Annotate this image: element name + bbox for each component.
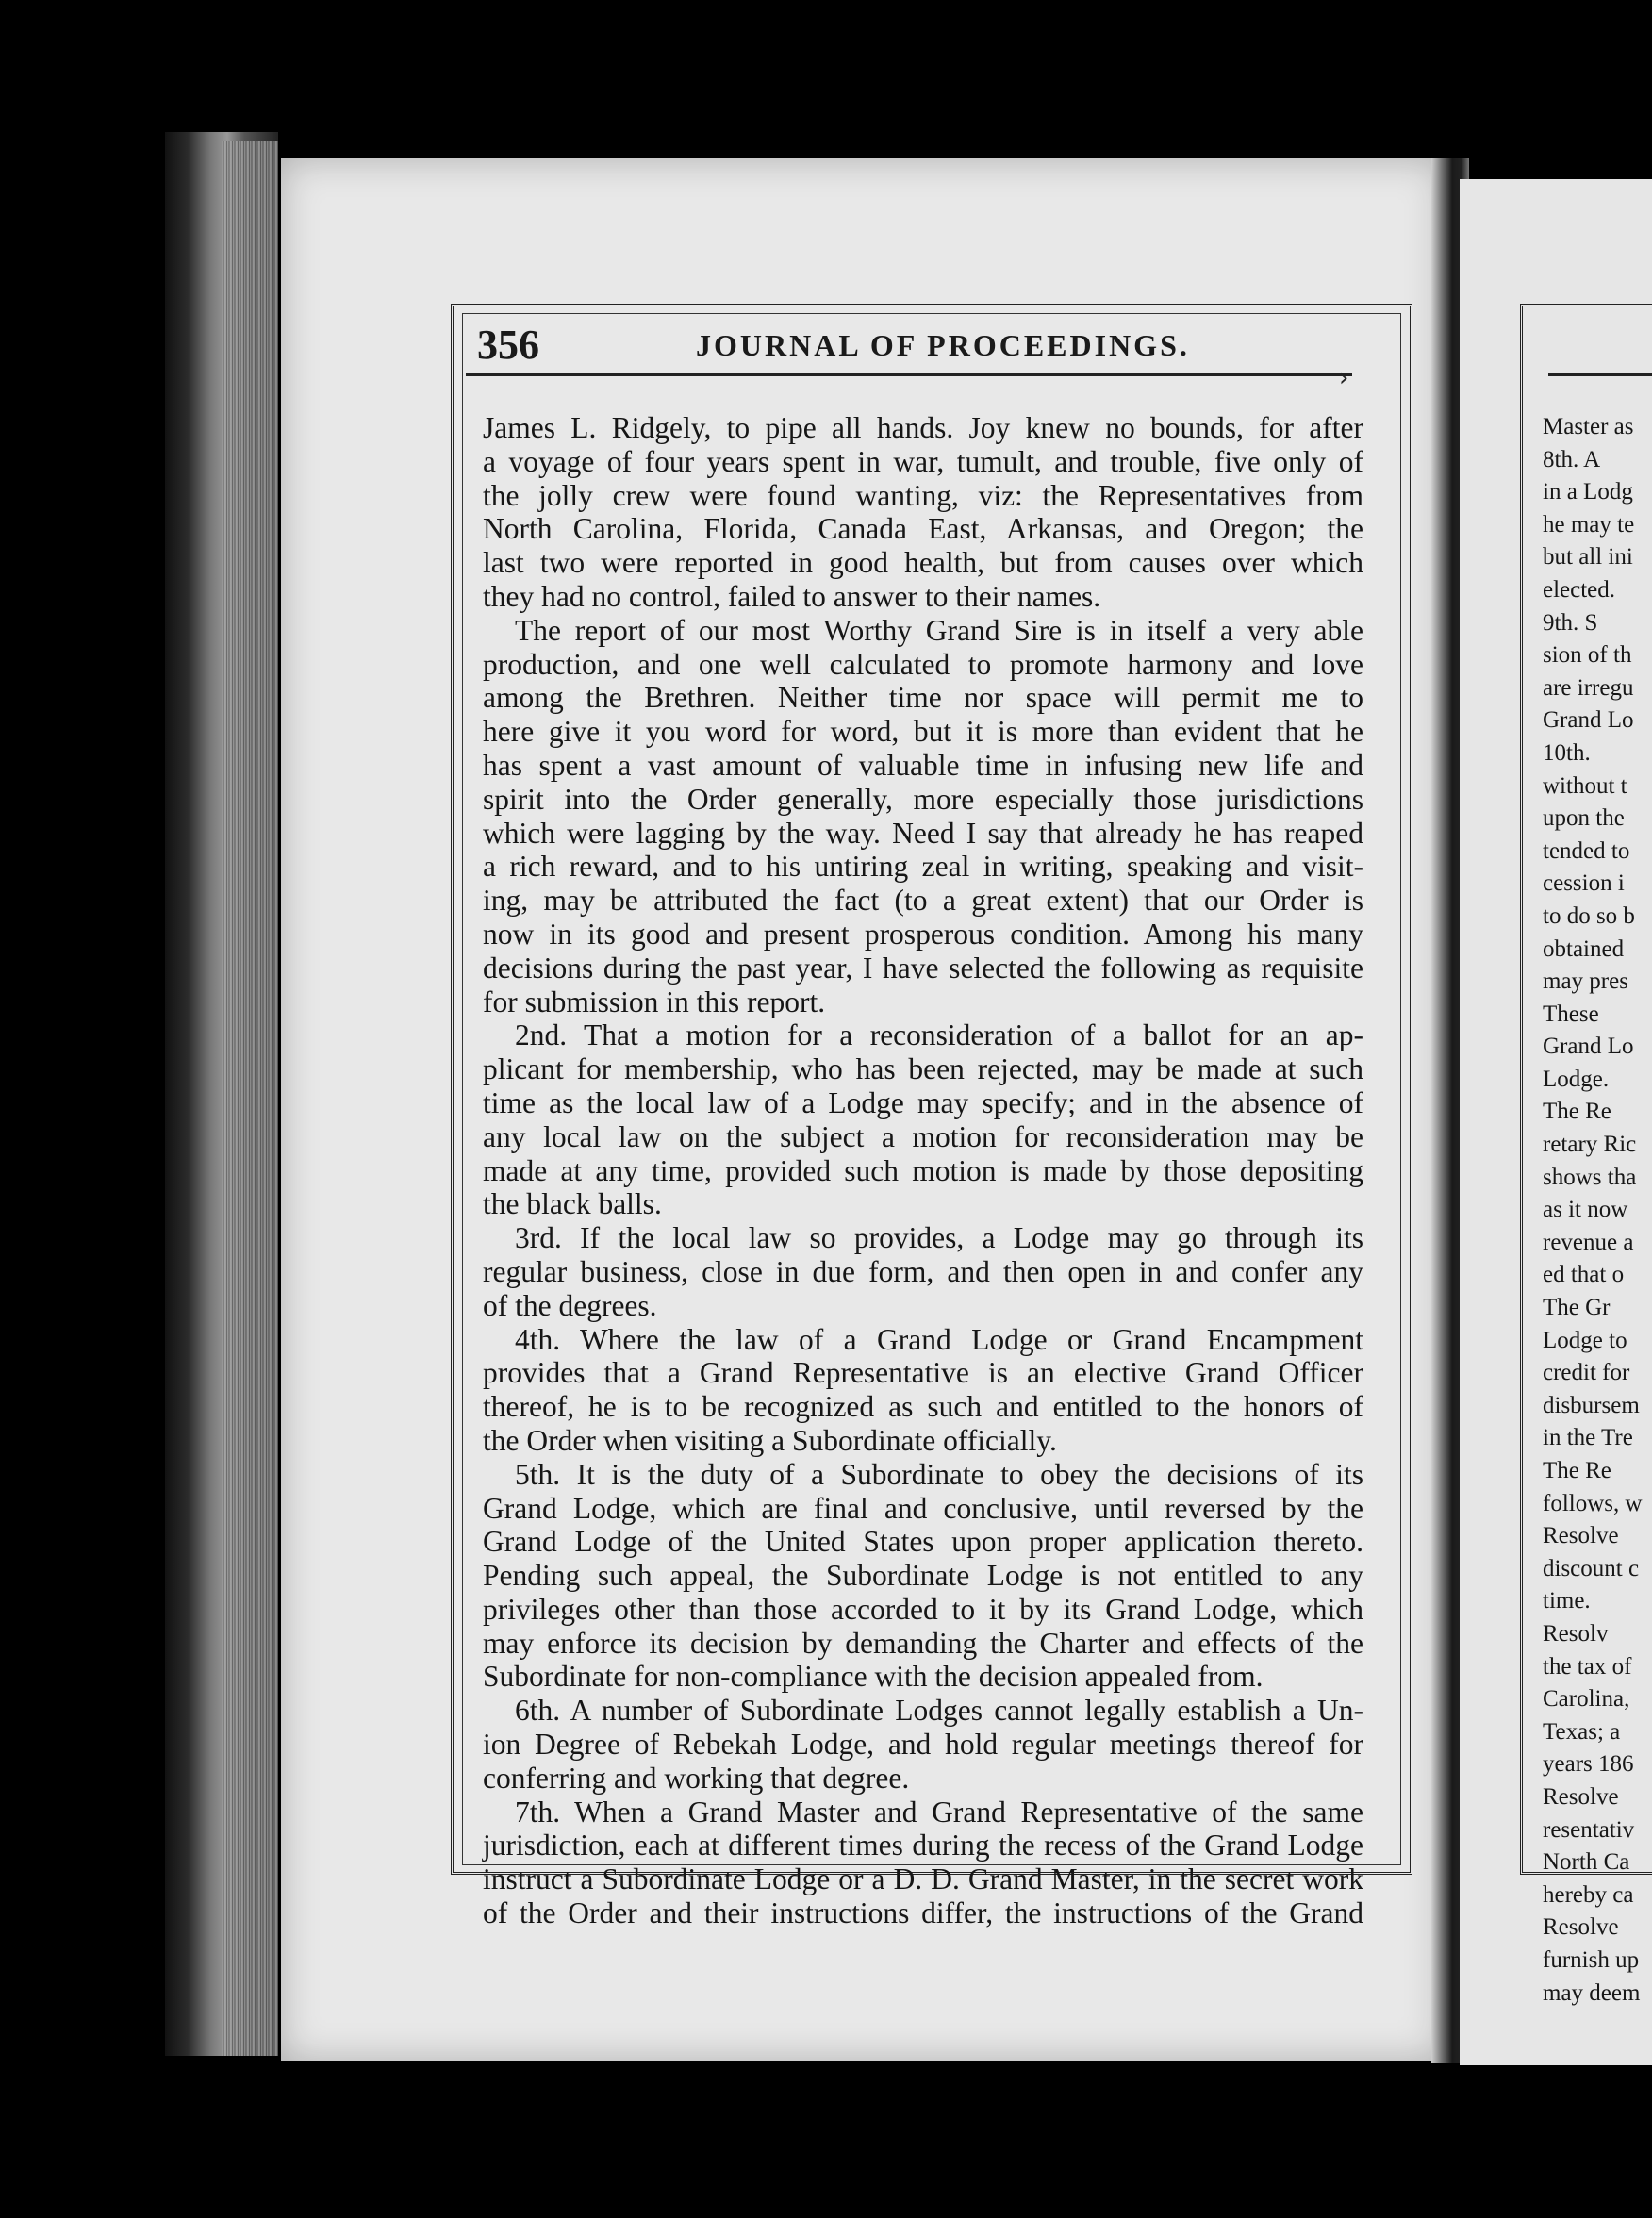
page-number: 356	[477, 322, 539, 368]
text-line: of the Order and their instructions differ, the instructions of the Grand	[483, 1896, 1363, 1930]
right-page-header-rule	[1548, 373, 1652, 376]
text-line: Pending such appeal, the Subordinate Lodge is not entitled to any	[483, 1559, 1363, 1593]
text-line: time as the local law of a Lodge may specify; and in the absence of	[483, 1085, 1363, 1119]
text-line: North Carolina, Florida, Canada East, Arkansas, and Oregon; the	[483, 512, 1363, 546]
text-line: 4th. Where the law of a Grand Lodge or Grand Encampment	[515, 1322, 1363, 1356]
right-page-text-line: resentativ	[1543, 1816, 1635, 1843]
text-line: 7th. When a Grand Master and Grand Representative of the same	[515, 1795, 1363, 1829]
text-line: decisions during the past year, I have selected the following as requisite	[483, 951, 1363, 985]
text-line: may enforce its decision by demanding the Charter and effects of the	[483, 1626, 1363, 1660]
text-line: James L. Ridgely, to pipe all hands. Joy knew no bounds, for after	[483, 411, 1363, 444]
text-line: plicant for membership, who has been rejected, may be made at such	[483, 1052, 1363, 1086]
text-line: the jolly crew were found wanting, viz: the Representatives from	[483, 478, 1363, 512]
right-page-text-line: ed that o	[1543, 1262, 1625, 1288]
text-line: for submission in this report.	[483, 985, 826, 1018]
text-line: the black balls.	[483, 1187, 662, 1221]
right-page-text-line: obtained	[1543, 935, 1625, 962]
text-line: 6th. A number of Subordinate Lodges cannot legally establish a Un-	[515, 1694, 1363, 1728]
right-page-text-line: retary Ric	[1543, 1132, 1637, 1158]
text-line: they had no control, failed to answer to their names.	[483, 579, 1101, 613]
right-page-text-line: as it now	[1543, 1197, 1628, 1223]
text-line: here give it you word for word, but it is more than evident that he	[483, 715, 1363, 749]
right-page-text-line: without t	[1543, 772, 1627, 799]
text-line: thereof, he is to be recognized as such and entitled to the honors of	[483, 1390, 1363, 1424]
right-page-text-line: upon the	[1543, 805, 1625, 832]
text-line: now in its good and present prosperous condition. Among his many	[483, 917, 1363, 951]
text-line: last two were reported in good health, but from causes over which	[483, 546, 1363, 580]
right-page-text-line: The Re	[1543, 1458, 1611, 1483]
text-line: Subordinate for non-compliance with the decision appealed from.	[483, 1660, 1264, 1694]
right-page-text-line: 8th. A	[1543, 446, 1601, 472]
header-rule	[466, 373, 1352, 376]
right-page-text-line: sion of th	[1543, 642, 1632, 669]
text-line: 2nd. That a motion for a reconsideration of a ballot for an ap-	[515, 1018, 1363, 1052]
right-page-text-line: he may te	[1543, 511, 1635, 538]
right-page-text-line: may pres	[1543, 968, 1628, 995]
text-line: Grand Lodge of the United States upon proper application thereto.	[483, 1525, 1363, 1559]
page-body-text	[483, 411, 1363, 1930]
right-page-text-line: years 186	[1543, 1751, 1634, 1778]
right-page-text-line: but all ini	[1543, 544, 1633, 571]
text-line: instruct a Subordinate Lodge or a D. D. Grand Master, in the secret work	[483, 1862, 1363, 1896]
header-rule-arrow-icon: ›	[1339, 364, 1349, 392]
right-page-text-line: revenue a	[1543, 1229, 1634, 1255]
text-line: made at any time, provided such motion is made by those depositing	[483, 1153, 1363, 1187]
right-page-text-line: in the Tre	[1543, 1425, 1633, 1451]
right-page-text-line: Grand Lo	[1543, 1034, 1634, 1060]
text-line: privileges other than those accorded to it by its Grand Lodge, which	[483, 1592, 1363, 1626]
right-page-text-line: disbursem	[1543, 1392, 1640, 1418]
right-page-text-line: tended to	[1543, 837, 1630, 864]
right-page-text-line: credit for	[1543, 1360, 1630, 1386]
right-page-text-line: Resolve	[1543, 1523, 1619, 1549]
right-page-text-line: Resolve	[1543, 1783, 1619, 1810]
right-page-text-line: hereby ca	[1543, 1881, 1634, 1908]
right-page-text-line: to do so b	[1543, 902, 1635, 929]
text-line: Grand Lodge, which are final and conclusive, until reversed by the	[483, 1491, 1363, 1525]
right-page-text-line: the tax of	[1543, 1653, 1632, 1680]
right-page-text-line: Texas; a	[1543, 1718, 1621, 1745]
right-page-text-line: Grand Lo	[1543, 707, 1634, 734]
text-line: a voyage of four years spent in war, tumult, and trouble, five only of	[483, 444, 1363, 478]
right-page-text-line: Master as	[1543, 414, 1634, 439]
text-line: The report of our most Worthy Grand Sire is in itself a very able	[515, 613, 1363, 647]
right-page-text-line: 10th.	[1543, 739, 1591, 766]
text-line: of the degrees.	[483, 1288, 657, 1322]
right-page-text-line: in a Lodg	[1543, 479, 1633, 505]
text-line: ing, may be attributed the fact (to a great extent) that our Order is	[483, 884, 1363, 918]
right-page-text-line: cession i	[1543, 870, 1625, 897]
right-page-text-line: These	[1543, 1001, 1599, 1027]
text-line: any local law on the subject a motion for reconsideration may be	[483, 1119, 1363, 1153]
text-line: conferring and working that degree.	[483, 1761, 910, 1795]
right-page-text-line: follows, w	[1543, 1490, 1643, 1516]
right-page-text-line: Lodge.	[1543, 1066, 1610, 1092]
text-line: spirit into the Order generally, more especially those jurisdictions	[483, 782, 1363, 816]
right-page-text-line: The Gr	[1543, 1295, 1611, 1321]
text-line: production, and one well calculated to promote harmony and love	[483, 647, 1363, 681]
text-line: jurisdiction, each at different times during the recess of the Grand Lodge	[483, 1829, 1363, 1862]
text-line: a rich reward, and to his untiring zeal in writing, speaking and visit-	[483, 850, 1363, 884]
book-page-edges-detail	[222, 141, 278, 2056]
text-line: provides that a Grand Representative is an elective Grand Officer	[483, 1356, 1363, 1390]
text-line: ion Degree of Rebekah Lodge, and hold regular meetings thereof for	[483, 1728, 1363, 1762]
right-page-text-line: furnish up	[1543, 1946, 1640, 1973]
right-page-text-line: North Ca	[1543, 1849, 1630, 1876]
text-line: which were lagging by the way. Need I say that already he has reaped	[483, 816, 1363, 850]
right-page-text-line: shows tha	[1543, 1164, 1637, 1190]
right-page-text-line: Resolv	[1543, 1620, 1609, 1647]
text-line: the Order when visiting a Subordinate officially.	[483, 1423, 1057, 1457]
right-page-text-line: Resolve	[1543, 1914, 1619, 1941]
text-line: 3rd. If the local law so provides, a Lodge may go through its	[515, 1221, 1363, 1255]
right-page-text-line: elected.	[1543, 576, 1616, 603]
right-page-text	[1543, 411, 1652, 2010]
right-page-text-line: may deem	[1543, 1979, 1641, 2006]
right-page-text-line: The Re	[1543, 1099, 1611, 1125]
running-head: JOURNAL OF PROCEEDINGS.	[696, 328, 1190, 362]
right-page-text-line: Lodge to	[1543, 1327, 1627, 1353]
right-page-text-line: 9th. S	[1543, 609, 1598, 636]
text-line: 5th. It is the duty of a Subordinate to obey the decisions of its	[515, 1457, 1363, 1491]
text-line: has spent a vast amount of valuable time in infusing new life and	[483, 748, 1363, 782]
right-page-text-line: discount c	[1543, 1555, 1640, 1581]
right-page-text-line: are irregu	[1543, 674, 1634, 701]
right-page-text-line: Carolina,	[1543, 1686, 1630, 1713]
text-line: regular business, close in due form, and then open in and confer any	[483, 1254, 1363, 1288]
right-page-text-line: time.	[1543, 1588, 1591, 1614]
text-line: among the Brethren. Neither time nor space will permit me to	[483, 681, 1363, 715]
